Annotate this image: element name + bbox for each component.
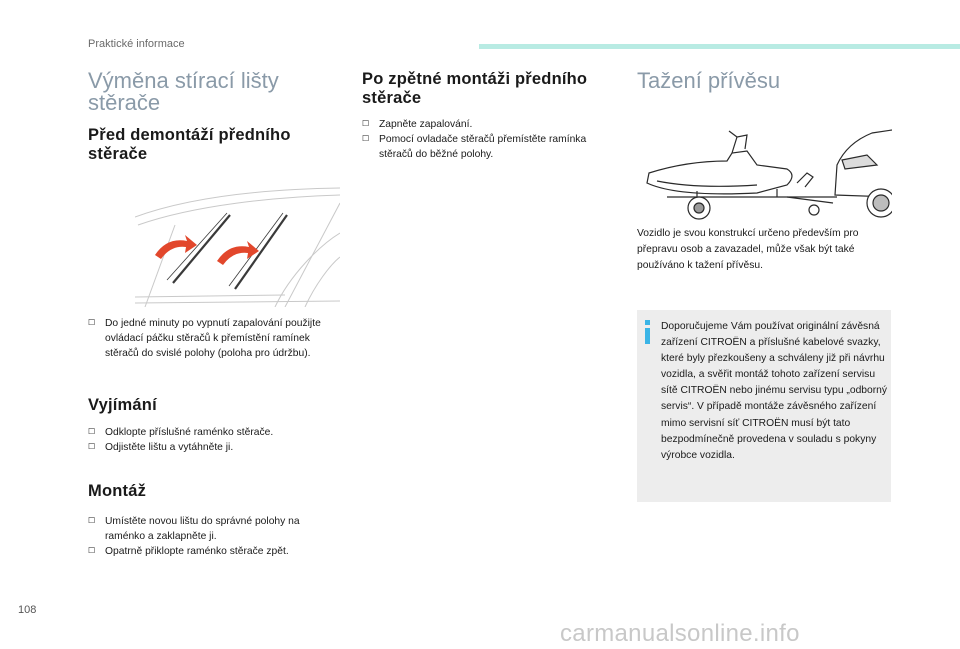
list-item: ☐ Pomocí ovladače stěračů přemístěte ramínka stěračů do běžné polohy. [362, 134, 587, 161]
towing-intro: Vozidlo je svou konstrukcí určeno především pro přepravu osob a zavazadel, může však být také používáno k tažení přívěsu. [637, 228, 859, 271]
list-item: ☐ Umístěte novou lištu do správné polohy na raménko a zaklapněte ji. [88, 516, 300, 543]
wiper-illustration [135, 185, 340, 307]
info-icon [645, 320, 650, 344]
checkbox-bullet-icon: ☐ [88, 318, 96, 327]
checkbox-bullet-icon: ☐ [88, 427, 96, 436]
before-removal-heading: Před demontáží předního stěrače [88, 126, 291, 163]
list-item: ☐ Zapněte zapalování. [362, 119, 473, 130]
wiper-replacement-title: Výměna stírací lišty stěrače [88, 68, 279, 115]
info-text: Doporučujeme Vám používat originální závěsná zařízení CITROËN a příslušné kabelové svazky, které byly přezkoušeny a schváleny již při návrhu vozidla, a svěřit montáž tohoto zařízení servisu sítě CITROËN nebo jinému servisu typu „odborný servis“. V případě montáže závěsného zařízení mimo servisní síť CITROËN musí být tato bezpodmínečně provedena v souladu s pokyny výrobce vozidla. [661, 321, 888, 461]
towing-title: Tažení přívěsu [637, 68, 781, 93]
checkbox-bullet-icon: ☐ [362, 134, 370, 144]
section-label: Praktické informace [88, 38, 185, 50]
before-removal-list [88, 316, 328, 362]
list-item: ☐ Do jedné minuty po vypnutí zapalování použijte ovládací páčku stěračů k přemístění ramínek stěračů do svislé polohy (poloha pro údržbu). [88, 318, 321, 360]
checkbox-bullet-icon: ☐ [88, 516, 96, 525]
info-box [637, 310, 891, 502]
after-refitting-list [362, 117, 602, 163]
trailer-illustration [637, 125, 892, 225]
checkbox-bullet-icon: ☐ [362, 119, 370, 128]
removal-heading: Vyjímání [88, 396, 157, 414]
installation-list [88, 514, 338, 560]
page-number: 108 [18, 604, 37, 616]
list-item: ☐ Opatrně přiklopte raménko stěrače zpět. [88, 546, 289, 558]
list-item: ☐ Odjistěte lištu a vytáhněte ji. [88, 442, 234, 454]
installation-heading: Montáž [88, 482, 147, 500]
list-item: ☐ Odklopte příslušné raménko stěrače. [88, 427, 274, 438]
checkbox-bullet-icon: ☐ [88, 442, 96, 452]
removal-list [88, 425, 338, 455]
checkbox-bullet-icon: ☐ [88, 546, 96, 556]
after-refitting-heading: Po zpětné montáži předního stěrače [362, 70, 588, 107]
wiper-illustration-svg [135, 185, 340, 307]
header-accent-rule [479, 44, 960, 49]
trailer-illustration-svg [637, 125, 892, 225]
watermark: carmanualsonline.info [560, 620, 800, 647]
